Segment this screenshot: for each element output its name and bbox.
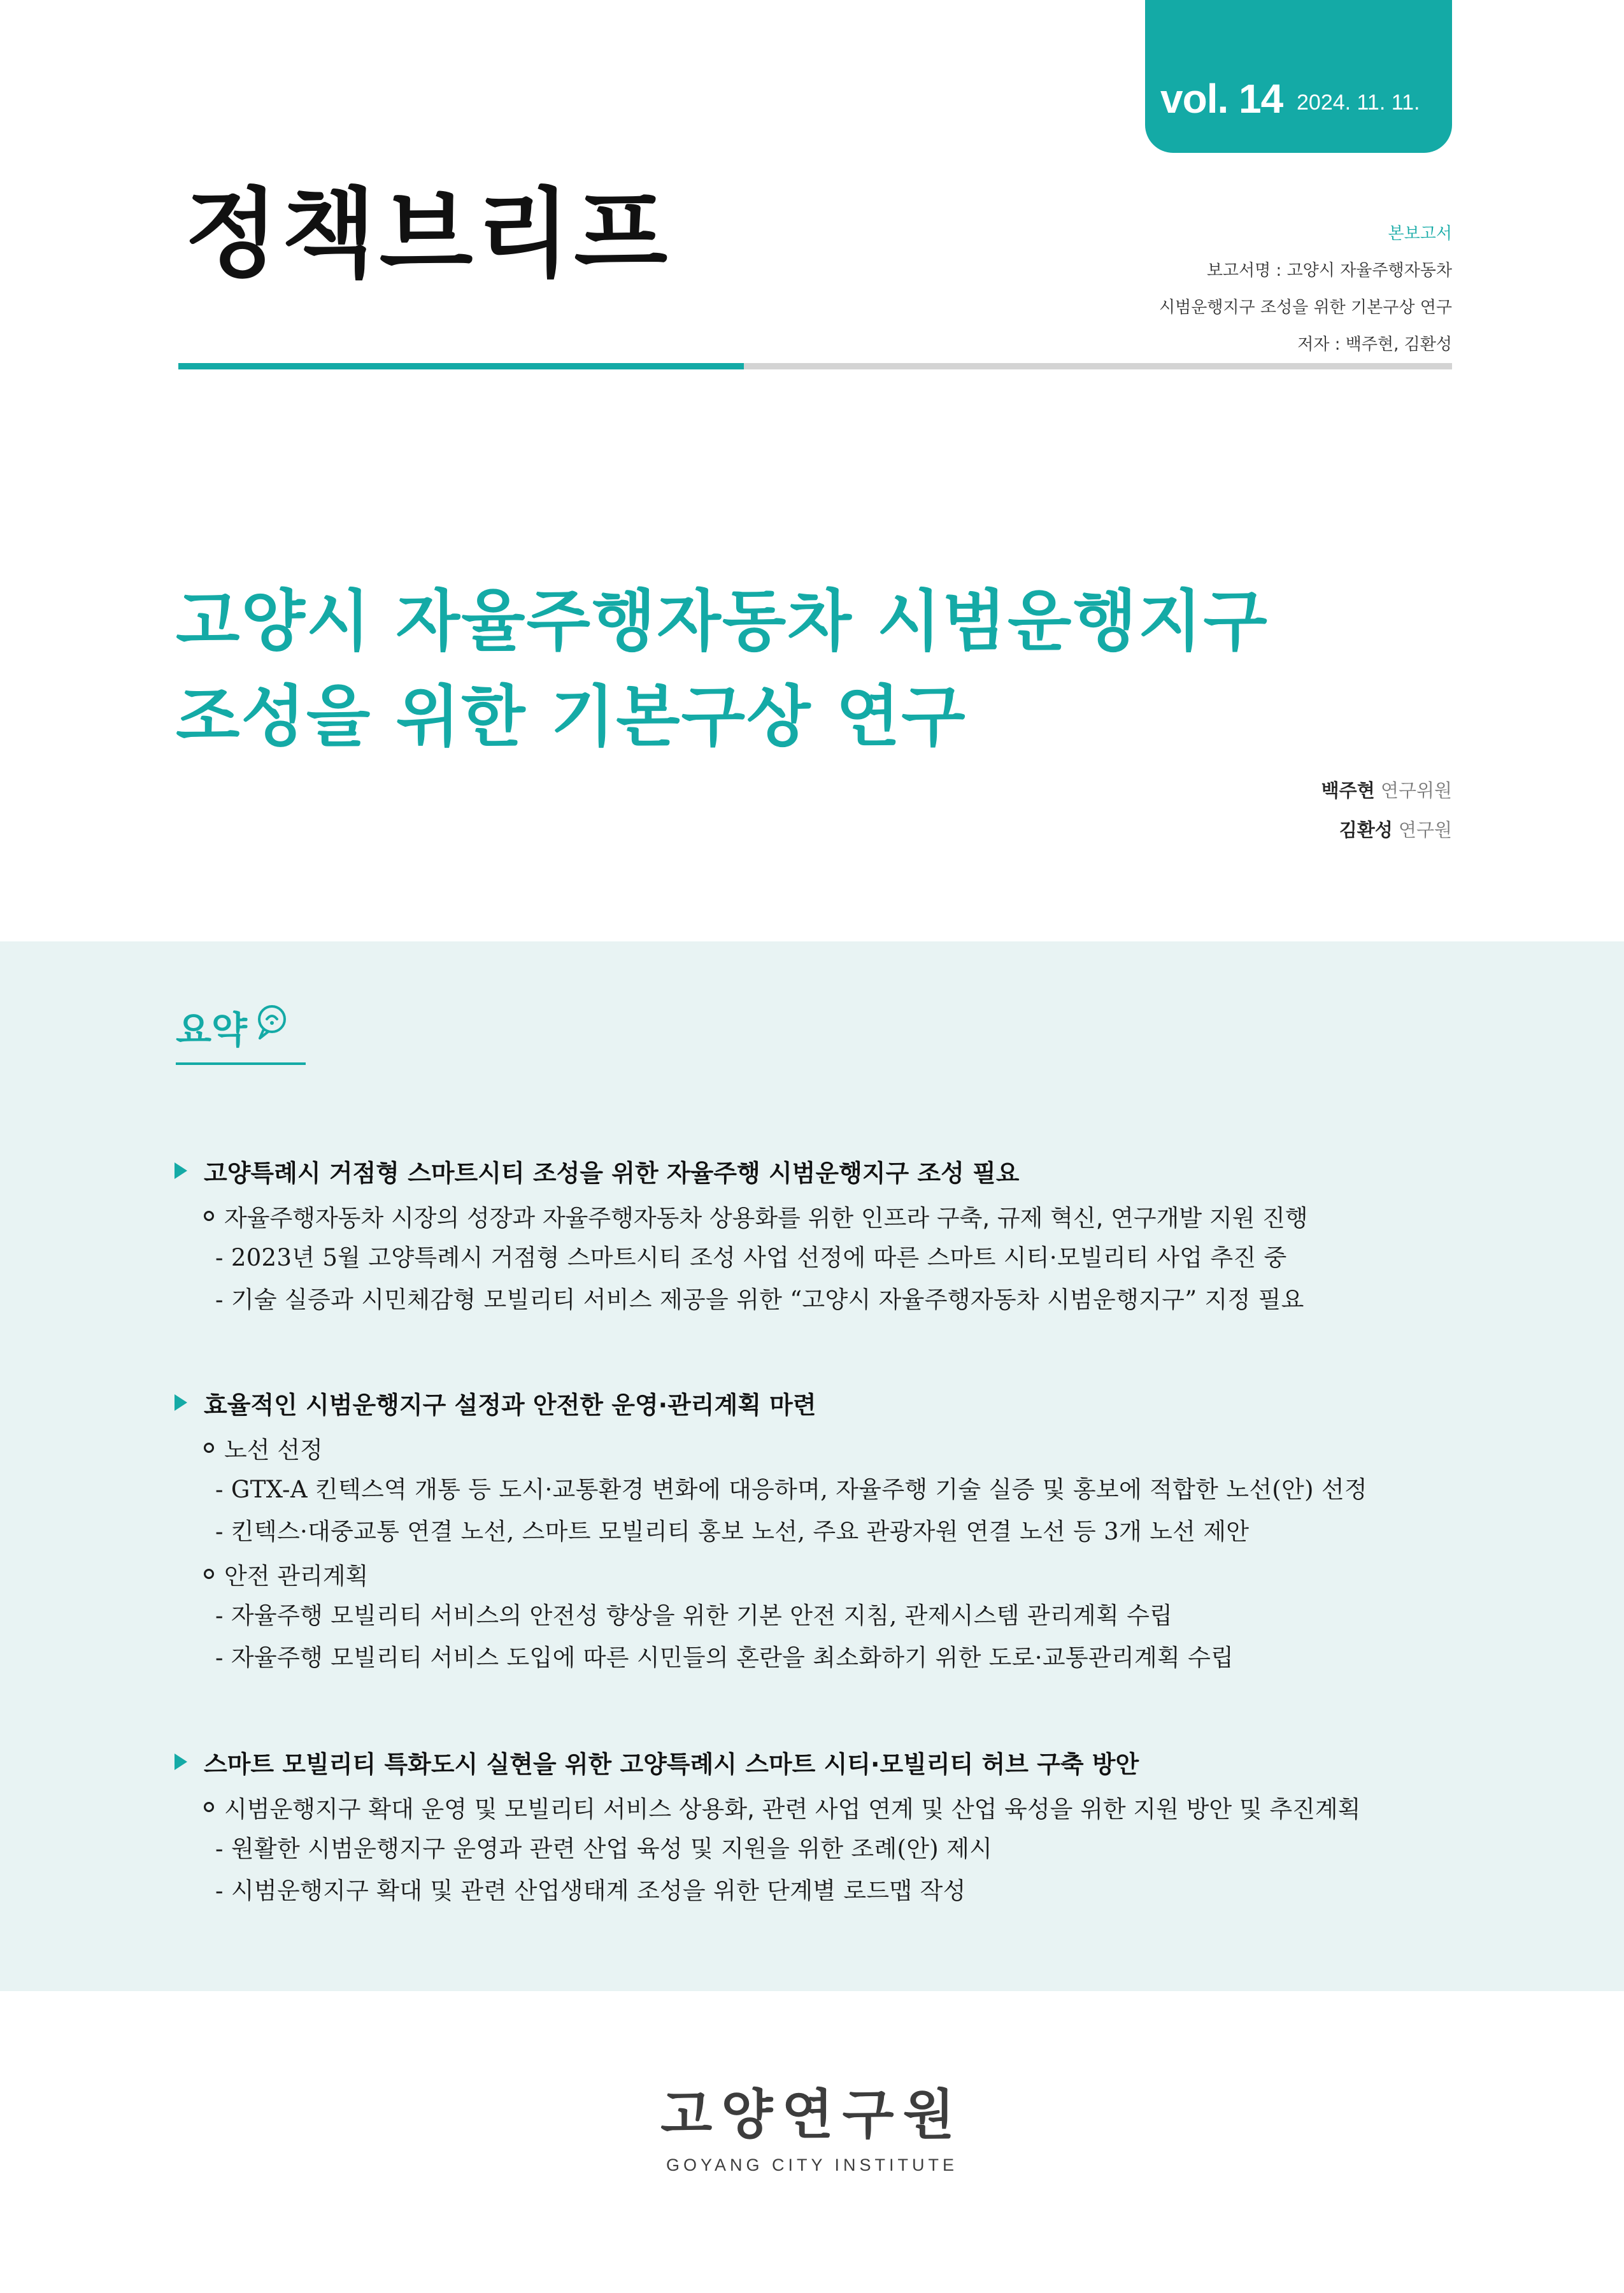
sub-point: [172, 1553, 1458, 1595]
main-title: [176, 573, 1269, 764]
author-role: 연구위원: [1380, 780, 1452, 801]
section-heading-text: 효율적인 시범운행지구 설정과 안전한 운영·관리계획 마련: [204, 1390, 816, 1419]
institute-name-ko: 고양연구원: [660, 2083, 964, 2146]
section-heading-text: 스마트 모빌리티 특화도시 실현을 위한 고양특례시 스마트 시티·모빌리티 허브 구축 방안: [204, 1750, 1139, 1778]
header-divider-accent: [178, 363, 744, 369]
author-name: 백주현: [1321, 780, 1375, 801]
section-heading: [172, 1146, 1458, 1195]
speech-bubble-icon: [255, 1004, 289, 1050]
summary-section: [172, 1146, 1458, 1321]
detail-item: - 시범운행지구 확대 및 관련 산업생태계 조성을 위한 단계별 로드맵 작성: [215, 1877, 966, 1904]
summary-heading-text: 요약: [176, 1008, 248, 1052]
sub-point: [172, 1427, 1458, 1469]
author-row: [1321, 771, 1452, 810]
sub-point-text: 자율주행자동차 시장의 성장과 자율주행자동차 상용화를 위한 인프라 구축, 규제 혁신, 연구개발 지원 진행: [224, 1204, 1308, 1232]
volume-tab: [1145, 0, 1452, 153]
detail-item: - 자율주행 모빌리티 서비스의 안전성 향상을 위한 기본 안전 지침, 관제시스템 관리계획 수립: [215, 1602, 1173, 1629]
summary-heading: [176, 1000, 289, 1054]
issue-date: 2024. 11. 11.: [1297, 90, 1420, 115]
circle-bullet-icon: [204, 1802, 214, 1812]
section-heading: [172, 1378, 1458, 1427]
sub-point-text: 노선 선정: [224, 1436, 323, 1464]
report-label: 본보고서: [1388, 224, 1452, 243]
author-name: 김환성: [1339, 819, 1393, 841]
header-divider: [178, 363, 1452, 369]
triangle-bullet-icon: [175, 1754, 187, 1770]
author-role: 연구원: [1398, 819, 1452, 841]
summary-section: [172, 1378, 1458, 1679]
detail-item: - 2023년 5월 고양특례시 거점형 스마트시티 조성 사업 선정에 따른 스마트 시티·모빌리티 사업 추진 중: [215, 1244, 1287, 1271]
detail-item: - 기술 실증과 시민체감형 모빌리티 서비스 제공을 위한 “고양시 자율주행자동차 시범운행지구” 지정 필요: [215, 1286, 1304, 1313]
detail-item: - 자율주행 모빌리티 서비스 도입에 따른 시민들의 혼란을 최소화하기 위한 도로·교통관리계획 수립: [215, 1644, 1234, 1671]
section-heading-text: 고양특례시 거점형 스마트시티 조성을 위한 자율주행 시범운행지구 조성 필요: [204, 1159, 1020, 1187]
circle-bullet-icon: [204, 1443, 214, 1453]
author-row: [1321, 810, 1452, 850]
summary-section: [172, 1738, 1458, 1912]
circle-bullet-icon: [204, 1211, 214, 1221]
main-title-line2: 조성을 위한 기본구상 연구: [176, 678, 967, 755]
report-name-line2: 시범운행지구 조성을 위한 기본구상 연구: [1158, 298, 1452, 317]
brand-title: 정책브리프: [185, 178, 672, 290]
detail-item: - 원활한 시범운행지구 운영과 관련 산업 육성 및 지원을 위한 조례(안) 제시: [215, 1835, 993, 1862]
institute-logo: [0, 2083, 1624, 2175]
sub-point: [172, 1786, 1458, 1828]
authors-block: [1321, 771, 1452, 850]
volume-number: vol. 14: [1160, 76, 1283, 122]
report-name-line1: 보고서명 : 고양시 자율주행자동차: [1206, 261, 1452, 280]
circle-bullet-icon: [204, 1569, 214, 1579]
sub-point-text: 안전 관리계획: [224, 1562, 369, 1590]
detail-item: - 킨텍스·대중교통 연결 노선, 스마트 모빌리티 홍보 노선, 주요 관광자원 연결 노선 등 3개 노선 제안: [215, 1518, 1250, 1545]
report-info: [1159, 215, 1452, 363]
section-heading: [172, 1738, 1458, 1786]
institute-name-en: GOYANG CITY INSTITUTE: [666, 2155, 958, 2175]
detail-item: - GTX-A 킨텍스역 개통 등 도시·교통환경 변화에 대응하며, 자율주행 기술 실증 및 홍보에 적합한 노선(안) 선정: [215, 1476, 1367, 1503]
sub-point-text: 시범운행지구 확대 운영 및 모빌리티 서비스 상용화, 관련 사업 연계 및 산업 육성을 위한 지원 방안 및 추진계획: [224, 1796, 1361, 1823]
main-title-line1: 고양시 자율주행자동차 시범운행지구: [176, 582, 1269, 660]
report-authors: 저자 : 백주현, 김환성: [1297, 335, 1452, 354]
triangle-bullet-icon: [175, 1394, 187, 1411]
sub-point: [172, 1195, 1458, 1237]
triangle-bullet-icon: [175, 1162, 187, 1179]
summary-underline: [176, 1062, 306, 1065]
